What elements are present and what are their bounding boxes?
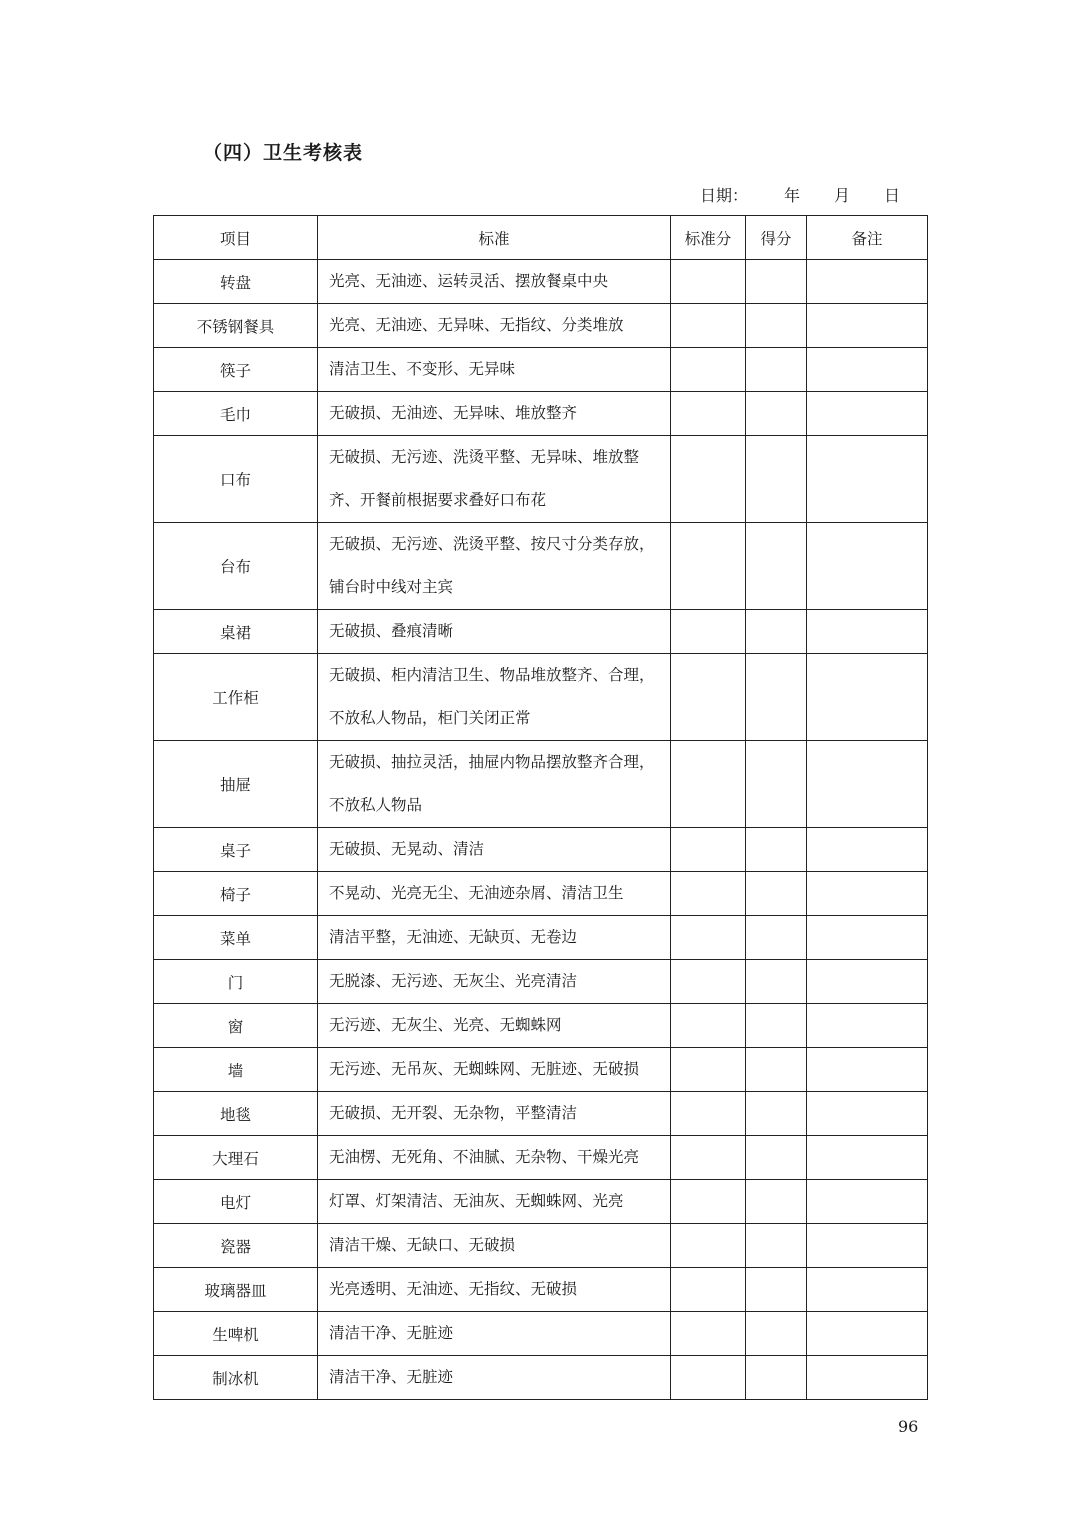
item-cell: 菜单 xyxy=(154,916,318,960)
header-remarks: 备注 xyxy=(807,216,928,260)
table-row xyxy=(154,523,928,610)
score-cell[interactable] xyxy=(746,260,807,304)
item-cell: 桌子 xyxy=(154,828,318,872)
remarks-cell[interactable] xyxy=(807,610,928,654)
standard-score-cell[interactable] xyxy=(671,1312,746,1356)
remarks-cell[interactable] xyxy=(807,1092,928,1136)
item-cell: 电灯 xyxy=(154,1180,318,1224)
standard-cell: 无破损、无污迹、洗烫平整、无异味、堆放整齐、开餐前根据要求叠好口布花 xyxy=(318,436,671,523)
score-cell[interactable] xyxy=(746,1312,807,1356)
table-row xyxy=(154,654,928,741)
standard-score-cell[interactable] xyxy=(671,1356,746,1400)
standard-score-cell[interactable] xyxy=(671,304,746,348)
table-row xyxy=(154,610,928,654)
standard-cell: 无破损、无开裂、无杂物，平整清洁 xyxy=(318,1092,671,1136)
score-cell[interactable] xyxy=(746,872,807,916)
standard-cell: 光亮、无油迹、无异味、无指纹、分类堆放 xyxy=(318,304,671,348)
table-row xyxy=(154,1048,928,1092)
standard-cell: 无破损、无晃动、清洁 xyxy=(318,828,671,872)
item-cell: 桌裙 xyxy=(154,610,318,654)
standard-cell: 无破损、无油迹、无异味、堆放整齐 xyxy=(318,392,671,436)
standard-cell: 无破损、叠痕清晰 xyxy=(318,610,671,654)
standard-score-cell[interactable] xyxy=(671,392,746,436)
remarks-cell[interactable] xyxy=(807,523,928,610)
score-cell[interactable] xyxy=(746,1048,807,1092)
date-year-label: 年 xyxy=(784,186,801,205)
remarks-cell[interactable] xyxy=(807,1312,928,1356)
header-score: 得分 xyxy=(746,216,807,260)
remarks-cell[interactable] xyxy=(807,1180,928,1224)
item-cell: 椅子 xyxy=(154,872,318,916)
score-cell[interactable] xyxy=(746,741,807,828)
standard-cell: 无破损、抽拉灵活，抽屉内物品摆放整齐合理，不放私人物品 xyxy=(318,741,671,828)
standard-score-cell[interactable] xyxy=(671,610,746,654)
remarks-cell[interactable] xyxy=(807,654,928,741)
score-cell[interactable] xyxy=(746,304,807,348)
table-row xyxy=(154,916,928,960)
remarks-cell[interactable] xyxy=(807,1268,928,1312)
remarks-cell[interactable] xyxy=(807,348,928,392)
standard-score-cell[interactable] xyxy=(671,436,746,523)
standard-cell: 光亮透明、无油迹、无指纹、无破损 xyxy=(318,1268,671,1312)
item-cell: 门 xyxy=(154,960,318,1004)
item-cell: 工作柜 xyxy=(154,654,318,741)
table-row xyxy=(154,304,928,348)
header-item: 项目 xyxy=(154,216,318,260)
remarks-cell[interactable] xyxy=(807,1224,928,1268)
item-cell: 台布 xyxy=(154,523,318,610)
page-title: （四）卫生考核表 xyxy=(203,142,364,164)
standard-cell: 无破损、柜内清洁卫生、物品堆放整齐、合理，不放私人物品，柜门关闭正常 xyxy=(318,654,671,741)
header-standard: 标准 xyxy=(318,216,671,260)
remarks-cell[interactable] xyxy=(807,1004,928,1048)
score-cell[interactable] xyxy=(746,1004,807,1048)
standard-score-cell[interactable] xyxy=(671,872,746,916)
standard-cell: 无油楞、无死角、不油腻、无杂物、干燥光亮 xyxy=(318,1136,671,1180)
score-cell[interactable] xyxy=(746,916,807,960)
standard-cell: 清洁卫生、不变形、无异味 xyxy=(318,348,671,392)
table-row xyxy=(154,872,928,916)
standard-score-cell[interactable] xyxy=(671,1004,746,1048)
item-cell: 抽屉 xyxy=(154,741,318,828)
item-cell: 生啤机 xyxy=(154,1312,318,1356)
standard-cell: 灯罩、灯架清洁、无油灰、无蜘蛛网、光亮 xyxy=(318,1180,671,1224)
standard-score-cell[interactable] xyxy=(671,1048,746,1092)
standard-cell: 清洁干净、无脏迹 xyxy=(318,1356,671,1400)
standard-cell: 清洁干净、无脏迹 xyxy=(318,1312,671,1356)
standard-score-cell[interactable] xyxy=(671,260,746,304)
score-cell[interactable] xyxy=(746,960,807,1004)
date-day-label: 日 xyxy=(884,186,901,205)
standard-cell: 无污迹、无吊灰、无蜘蛛网、无脏迹、无破损 xyxy=(318,1048,671,1092)
standard-score-cell[interactable] xyxy=(671,1268,746,1312)
standard-score-cell[interactable] xyxy=(671,348,746,392)
header-standard-score: 标准分 xyxy=(671,216,746,260)
table-row xyxy=(154,1136,928,1180)
table-row xyxy=(154,1312,928,1356)
standard-score-cell[interactable] xyxy=(671,654,746,741)
remarks-cell[interactable] xyxy=(807,1356,928,1400)
table-row xyxy=(154,741,928,828)
score-cell[interactable] xyxy=(746,1092,807,1136)
table-row xyxy=(154,1224,928,1268)
remarks-cell[interactable] xyxy=(807,960,928,1004)
remarks-cell[interactable] xyxy=(807,1048,928,1092)
table-row xyxy=(154,392,928,436)
standard-score-cell[interactable] xyxy=(671,916,746,960)
hygiene-assessment-table xyxy=(153,215,928,1400)
date-line xyxy=(700,183,930,207)
score-cell[interactable] xyxy=(746,1180,807,1224)
standard-score-cell[interactable] xyxy=(671,1092,746,1136)
remarks-cell[interactable] xyxy=(807,916,928,960)
item-cell: 窗 xyxy=(154,1004,318,1048)
score-cell[interactable] xyxy=(746,654,807,741)
remarks-cell[interactable] xyxy=(807,304,928,348)
item-cell: 大理石 xyxy=(154,1136,318,1180)
page-number: 96 xyxy=(898,1417,919,1436)
date-label: 日期： xyxy=(700,186,749,205)
item-cell: 瓷器 xyxy=(154,1224,318,1268)
standard-cell: 清洁干燥、无缺口、无破损 xyxy=(318,1224,671,1268)
standard-cell: 无脱漆、无污迹、无灰尘、光亮清洁 xyxy=(318,960,671,1004)
standard-cell: 无破损、无污迹、洗烫平整、按尺寸分类存放，铺台时中线对主宾 xyxy=(318,523,671,610)
score-cell[interactable] xyxy=(746,1268,807,1312)
score-cell[interactable] xyxy=(746,1136,807,1180)
standard-cell: 光亮、无油迹、运转灵活、摆放餐桌中央 xyxy=(318,260,671,304)
item-cell: 制冰机 xyxy=(154,1356,318,1400)
remarks-cell[interactable] xyxy=(807,872,928,916)
item-cell: 筷子 xyxy=(154,348,318,392)
standard-cell: 清洁平整，无油迹、无缺页、无卷边 xyxy=(318,916,671,960)
table-row xyxy=(154,1268,928,1312)
score-cell[interactable] xyxy=(746,436,807,523)
standard-score-cell[interactable] xyxy=(671,828,746,872)
table-row xyxy=(154,960,928,1004)
item-cell: 毛巾 xyxy=(154,392,318,436)
remarks-cell[interactable] xyxy=(807,260,928,304)
score-cell[interactable] xyxy=(746,348,807,392)
table-row xyxy=(154,436,928,523)
item-cell: 不锈钢餐具 xyxy=(154,304,318,348)
remarks-cell[interactable] xyxy=(807,436,928,523)
item-cell: 玻璃器皿 xyxy=(154,1268,318,1312)
remarks-cell[interactable] xyxy=(807,392,928,436)
standard-cell: 不晃动、光亮无尘、无油迹杂屑、清洁卫生 xyxy=(318,872,671,916)
table-row xyxy=(154,260,928,304)
score-cell[interactable] xyxy=(746,1224,807,1268)
table-row xyxy=(154,1356,928,1400)
remarks-cell[interactable] xyxy=(807,741,928,828)
table-row xyxy=(154,828,928,872)
standard-score-cell[interactable] xyxy=(671,960,746,1004)
date-month-label: 月 xyxy=(834,186,851,205)
score-cell[interactable] xyxy=(746,523,807,610)
item-cell: 口布 xyxy=(154,436,318,523)
table-row xyxy=(154,1180,928,1224)
standard-cell: 无污迹、无灰尘、光亮、无蜘蛛网 xyxy=(318,1004,671,1048)
score-cell[interactable] xyxy=(746,392,807,436)
standard-score-cell[interactable] xyxy=(671,1136,746,1180)
table-row xyxy=(154,348,928,392)
item-cell: 转盘 xyxy=(154,260,318,304)
score-cell[interactable] xyxy=(746,610,807,654)
standard-score-cell[interactable] xyxy=(671,1180,746,1224)
item-cell: 地毯 xyxy=(154,1092,318,1136)
standard-score-cell[interactable] xyxy=(671,523,746,610)
item-cell: 墙 xyxy=(154,1048,318,1092)
standard-score-cell[interactable] xyxy=(671,1224,746,1268)
remarks-cell[interactable] xyxy=(807,828,928,872)
remarks-cell[interactable] xyxy=(807,1136,928,1180)
score-cell[interactable] xyxy=(746,1356,807,1400)
table-row xyxy=(154,1004,928,1048)
table-header-row xyxy=(154,216,928,260)
standard-score-cell[interactable] xyxy=(671,741,746,828)
table-row xyxy=(154,1092,928,1136)
score-cell[interactable] xyxy=(746,828,807,872)
